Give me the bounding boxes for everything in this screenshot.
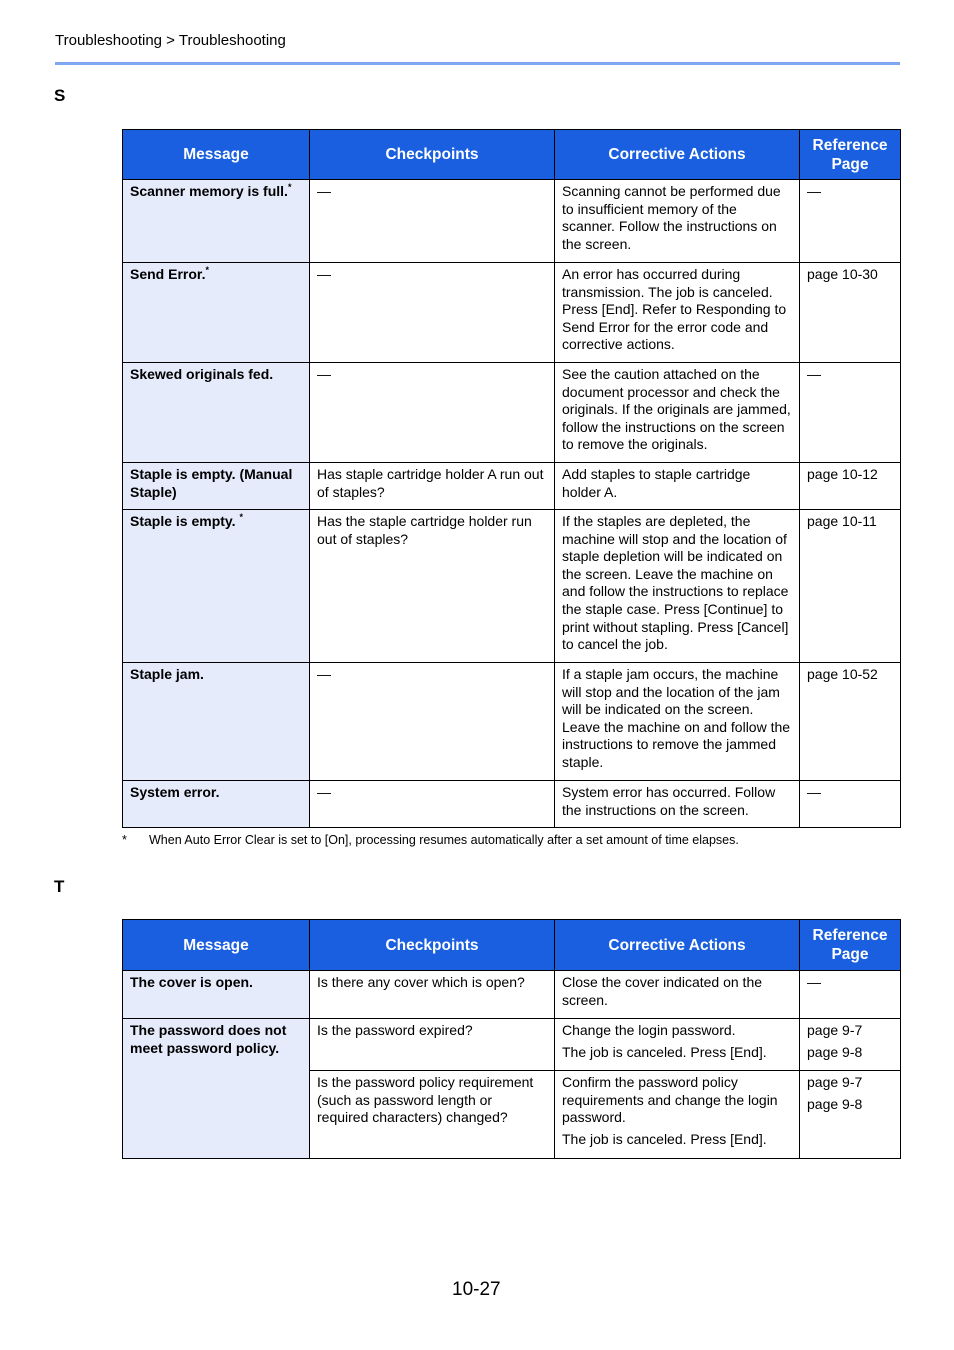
corrective-action-line: Change the login password. <box>562 1022 736 1038</box>
reference-cell: — <box>800 781 901 828</box>
table-header-row <box>123 130 901 180</box>
message-cell: Staple is empty. * <box>123 510 310 663</box>
message-cell: Staple jam. <box>123 663 310 781</box>
reference-cell: — <box>800 971 901 1019</box>
header-rule <box>55 62 900 65</box>
section-letter-t: T <box>54 877 65 896</box>
column-header-corrective-actions: Corrective Actions <box>555 920 800 971</box>
column-header-message: Message <box>123 920 310 971</box>
table-row <box>123 663 901 781</box>
reference-cell: — <box>800 363 901 463</box>
checkpoint-cell: — <box>310 363 555 463</box>
corrective-action-line: Confirm the password policy requirements and change the login password. <box>562 1074 778 1126</box>
footnote-mark: * <box>122 833 127 847</box>
table-row <box>123 510 901 663</box>
checkpoint-cell: Has staple cartridge holder A run out of staples? <box>310 463 555 510</box>
reference-line: page 9-8 <box>807 1043 863 1060</box>
footnote-marker: * <box>239 512 243 522</box>
reference-line: page 9-7 <box>807 1022 863 1038</box>
column-header-reference-page: Reference Page <box>800 130 901 180</box>
table-row <box>123 363 901 463</box>
table-row <box>123 1019 901 1071</box>
message-cell: The cover is open. <box>123 971 310 1019</box>
page-number: 10-27 <box>452 1279 501 1300</box>
table-header-row <box>123 920 901 971</box>
checkpoint-cell: Is the password policy requirement (such as password length or required characters) changed? <box>310 1071 555 1159</box>
reference-cell: page 10-52 <box>800 663 901 781</box>
checkpoint-cell: — <box>310 180 555 263</box>
table-row <box>123 971 901 1019</box>
message-cell: Scanner memory is full.* <box>123 180 310 263</box>
footnote-marker: * <box>205 265 209 275</box>
reference-cell <box>800 1019 901 1071</box>
message-cell: The password does not meet password policy. <box>123 1019 310 1159</box>
column-header-reference-page: Reference Page <box>800 920 901 971</box>
corrective-action-cell: See the caution attached on the document processor and check the originals. If the originals are jammed, follow the instructions on the screen to remove the originals. <box>555 363 800 463</box>
table-row <box>123 781 901 828</box>
column-header-checkpoints: Checkpoints <box>310 920 555 971</box>
section-letter-s: S <box>54 86 66 105</box>
message-cell: System error. <box>123 781 310 828</box>
message-cell: Staple is empty. (Manual Staple) <box>123 463 310 510</box>
column-header-corrective-actions: Corrective Actions <box>555 130 800 180</box>
corrective-action-cell: Close the cover indicated on the screen. <box>555 971 800 1019</box>
corrective-action-cell: If a staple jam occurs, the machine will stop and the location of the jam will be indicated on the screen. Leave the machine on and follow the instructions to remove the jammed staple. <box>555 663 800 781</box>
checkpoint-cell: Is there any cover which is open? <box>310 971 555 1019</box>
corrective-action-cell: Add staples to staple cartridge holder A. <box>555 463 800 510</box>
corrective-action-cell: System error has occurred. Follow the instructions on the screen. <box>555 781 800 828</box>
footnote-text: When Auto Error Clear is set to [On], processing resumes automatically after a set amount of time elapses. <box>149 833 739 847</box>
message-cell: Send Error.* <box>123 263 310 363</box>
troubleshooting-table-s <box>122 129 901 828</box>
message-cell: Skewed originals fed. <box>123 363 310 463</box>
corrective-action-cell: An error has occurred during transmission. The job is canceled. Press [End]. Refer to Responding to Send Error for the error code and corrective actions. <box>555 263 800 363</box>
footnote-marker: * <box>287 182 292 192</box>
checkpoint-cell: Has the staple cartridge holder run out of staples? <box>310 510 555 663</box>
checkpoint-cell: — <box>310 663 555 781</box>
checkpoint-cell: — <box>310 263 555 363</box>
corrective-action-cell <box>555 1071 800 1159</box>
corrective-action-cell: If the staples are depleted, the machine will stop and the location of staple depletion will be indicated on the screen. Leave the machine on and follow the instructions to replace the staple case. Press [Continue] to print without stapling. Press [Cancel] to cancel the job. <box>555 510 800 663</box>
checkpoint-cell: — <box>310 781 555 828</box>
reference-cell: — <box>800 180 901 263</box>
reference-line: page 9-8 <box>807 1095 863 1112</box>
reference-line: page 9-7 <box>807 1074 863 1090</box>
reference-cell: page 10-12 <box>800 463 901 510</box>
corrective-action-cell <box>555 1019 800 1071</box>
reference-cell: page 10-11 <box>800 510 901 663</box>
table-row <box>123 180 901 263</box>
column-header-checkpoints: Checkpoints <box>310 130 555 180</box>
corrective-action-line: The job is canceled. Press [End]. <box>562 1043 767 1060</box>
checkpoint-cell: Is the password expired? <box>310 1019 555 1071</box>
corrective-action-cell: Scanning cannot be performed due to insufficient memory of the scanner. Follow the instructions on the screen. <box>555 180 800 263</box>
reference-cell: page 10-30 <box>800 263 901 363</box>
table-row <box>123 263 901 363</box>
table-row <box>123 463 901 510</box>
column-header-message: Message <box>123 130 310 180</box>
troubleshooting-table-t <box>122 919 901 1159</box>
corrective-action-line: The job is canceled. Press [End]. <box>562 1130 767 1147</box>
breadcrumb: Troubleshooting > Troubleshooting <box>55 32 286 49</box>
reference-cell <box>800 1071 901 1159</box>
